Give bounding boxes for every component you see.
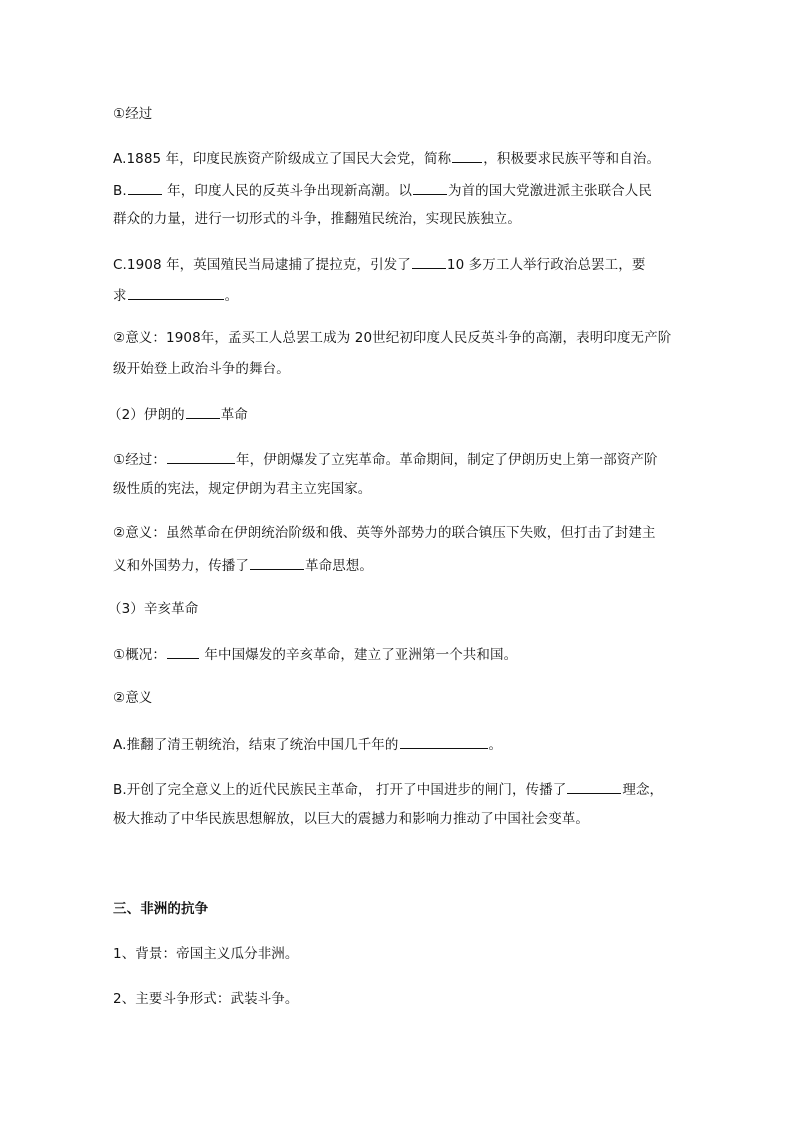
text: （2）伊朗的 (108, 407, 185, 423)
text: 革命思想。 (305, 558, 373, 574)
text: 革命 (220, 407, 248, 423)
paragraph-africa-background (113, 944, 299, 964)
blank-line (412, 253, 446, 269)
text: 。 (488, 737, 503, 753)
text: ①概况： (113, 647, 167, 663)
text: ①经过 (113, 106, 153, 122)
paragraph-significance-line2 (113, 359, 290, 379)
blank-line (452, 147, 482, 163)
paragraph-iran-significance-line1 (113, 523, 656, 543)
text: 理念， (622, 782, 664, 798)
paragraph-b-line2 (113, 209, 521, 229)
paragraph-xinhai-b-line2 (113, 809, 589, 829)
blank-line (167, 643, 199, 659)
text: ②意义：1908年，孟买工人总罢工成为 20世纪初印度人民反英斗争的高潮，表明印度无产阶 (113, 330, 672, 346)
text: 三、非洲的抗争 (113, 901, 209, 917)
paragraph-xinhai-significance-heading (113, 688, 152, 708)
text: B.开创了完全意义上的近代民族民主革命， 打开了中国进步的闸门，传播了 (113, 782, 567, 798)
text: 年，印度人民的反英斗争出现新高潮。以 (162, 183, 412, 199)
text: 年中国爆发的辛亥革命，建立了亚洲第一个共和国。 (200, 647, 518, 663)
text: 级性质的宪法，规定伊朗为君主立宪国家。 (113, 481, 372, 497)
text: B. (113, 183, 127, 199)
text: 义和外国势力，传播了 (113, 558, 249, 574)
blank-line (128, 179, 162, 195)
paragraph-b-line1 (113, 179, 652, 201)
section-heading-africa (113, 899, 208, 919)
text: ②意义 (113, 690, 153, 706)
text: ，积极要求民族平等和自治。 (483, 151, 661, 167)
blank-line (567, 778, 621, 794)
text: 级开始登上政治斗争的舞台。 (113, 361, 290, 377)
paragraph-xinhai-b-line1 (113, 778, 663, 800)
text: C.1908 年，英国殖民当局逮捕了提拉克，引发了 (113, 257, 411, 273)
blank-line (186, 403, 220, 419)
paragraph-1885 (113, 147, 660, 169)
blank-line (128, 284, 224, 300)
text: 2、主要斗争形式：武装斗争。 (113, 991, 299, 1007)
paragraph-africa-struggle (113, 989, 299, 1009)
blank-line (400, 733, 488, 749)
paragraph-1908-line1 (113, 253, 645, 275)
text: A.推翻了清王朝统治，结束了统治中国几千年的 (113, 737, 399, 753)
paragraph-1908-line2 (113, 284, 238, 306)
text: 群众的力量，进行一切形式的斗争，推翻殖民统治，实现民族独立。 (113, 211, 521, 227)
paragraph-iran-process-line1 (113, 448, 658, 470)
paragraph-iran-significance-line2 (113, 554, 373, 576)
paragraph-xinhai-overview (113, 643, 517, 665)
blank-line (413, 179, 447, 195)
text: 为首的国大党激进派主张联合人民 (447, 183, 652, 199)
paragraph-significance-line1 (113, 328, 671, 348)
blank-line (167, 448, 235, 464)
text: 年，伊朗爆发了立宪革命。革命期间，制定了伊朗历史上第一部资产阶 (236, 452, 658, 468)
text: 1、背景：帝国主义瓜分非洲。 (113, 946, 299, 962)
text: 。 (224, 288, 239, 304)
text: ②意义：虽然革命在伊朗统治阶级和俄、英等外部势力的联合镇压下失败，但打击了封建主 (113, 525, 656, 541)
heading-iran (108, 403, 248, 425)
paragraph-xinhai-a (113, 733, 502, 755)
text: 求 (113, 288, 127, 304)
text: （3）辛亥革命 (108, 601, 199, 617)
blank-line (250, 554, 304, 570)
paragraph-process-heading (113, 104, 152, 124)
paragraph-iran-process-line2 (113, 479, 371, 499)
text: 极大推动了中华民族思想解放，以巨大的震撼力和影响力推动了中国社会变革。 (113, 811, 589, 827)
heading-xinhai (108, 599, 198, 619)
text: 10 多万工人举行政治总罢工，要 (446, 257, 646, 273)
text: ①经过： (113, 452, 167, 468)
text: A.1885 年，印度民族资产阶级成立了国民大会党，简称 (113, 151, 452, 167)
